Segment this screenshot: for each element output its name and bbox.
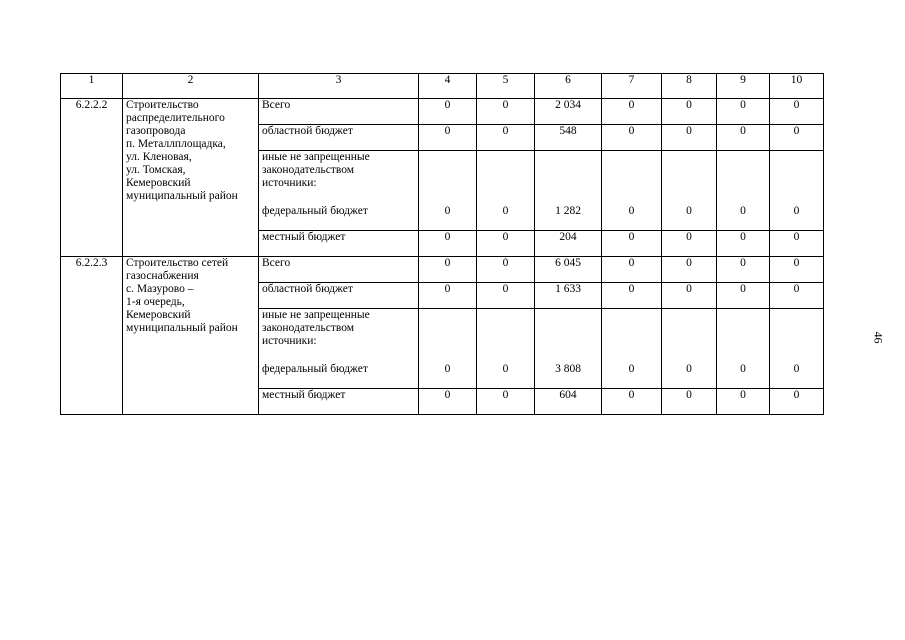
- item-name: Строительство сетей газоснабжения с. Мазурово – 1-я очередь, Кемеровский муниципальный район: [123, 257, 259, 415]
- value-cell: 2 034: [535, 99, 602, 125]
- funding-source: областной бюджет: [259, 125, 419, 151]
- column-header: 2: [123, 74, 259, 99]
- value-cell: 0: [770, 363, 824, 389]
- column-header: 1: [61, 74, 123, 99]
- column-header: 3: [259, 74, 419, 99]
- value-cell: 0: [602, 231, 662, 257]
- value-cell: 0: [717, 99, 770, 125]
- value-cell: 0: [419, 283, 477, 309]
- value-cell: 0: [419, 205, 477, 231]
- value-cell: 0: [770, 205, 824, 231]
- funding-source: Всего: [259, 99, 419, 125]
- value-cell: 0: [770, 283, 824, 309]
- value-cell: 0: [770, 257, 824, 283]
- column-header: 5: [477, 74, 535, 99]
- value-cell: 0: [662, 257, 717, 283]
- value-cell: 0: [419, 99, 477, 125]
- value-cell: 0: [770, 231, 824, 257]
- table-row: [61, 257, 824, 283]
- value-cell: 0: [477, 205, 535, 231]
- value-cell: 1 633: [535, 283, 602, 309]
- value-cell: 0: [477, 363, 535, 389]
- value-cell: 0: [662, 389, 717, 415]
- value-cell: 0: [770, 99, 824, 125]
- value-cell: 0: [770, 389, 824, 415]
- column-header: 9: [717, 74, 770, 99]
- value-cell: 0: [477, 389, 535, 415]
- value-cell: 6 045: [535, 257, 602, 283]
- value-cell: 0: [602, 389, 662, 415]
- funding-source-intro: иные не запрещенные законодательством источники:: [259, 309, 419, 363]
- value-cell: 0: [662, 99, 717, 125]
- value-cell: 0: [602, 99, 662, 125]
- table-row: [61, 99, 824, 125]
- funding-source: местный бюджет: [259, 389, 419, 415]
- value-cell: 0: [662, 125, 717, 151]
- value-cell: 0: [477, 283, 535, 309]
- column-header: 7: [602, 74, 662, 99]
- column-header: 6: [535, 74, 602, 99]
- item-name: Строительство распределительного газопровода п. Металлплощадка, ул. Кленовая, ул. Томская, Кемеровский муниципальный район: [123, 99, 259, 257]
- value-cell: 0: [602, 125, 662, 151]
- funding-source: федеральный бюджет: [259, 363, 419, 389]
- value-cell: 0: [477, 125, 535, 151]
- value-cell: 0: [662, 283, 717, 309]
- value-cell: 0: [717, 125, 770, 151]
- item-code: 6.2.2.2: [61, 99, 123, 257]
- value-cell: 0: [477, 257, 535, 283]
- funding-source: областной бюджет: [259, 283, 419, 309]
- value-cell: 0: [419, 231, 477, 257]
- value-cell: 0: [662, 363, 717, 389]
- page-number: 46: [871, 331, 886, 344]
- value-cell: 0: [602, 363, 662, 389]
- value-cell: 1 282: [535, 205, 602, 231]
- value-cell: 0: [419, 389, 477, 415]
- value-cell: 3 808: [535, 363, 602, 389]
- column-header: 10: [770, 74, 824, 99]
- value-cell: 0: [717, 389, 770, 415]
- value-cell: 0: [662, 231, 717, 257]
- value-cell: 0: [717, 205, 770, 231]
- column-header: 8: [662, 74, 717, 99]
- value-cell: 0: [770, 125, 824, 151]
- value-cell: 0: [477, 231, 535, 257]
- value-cell: 0: [717, 363, 770, 389]
- funding-source: Всего: [259, 257, 419, 283]
- value-cell: 0: [419, 125, 477, 151]
- value-cell: 0: [602, 257, 662, 283]
- value-cell: 0: [662, 205, 717, 231]
- funding-source: местный бюджет: [259, 231, 419, 257]
- funding-source-intro: иные не запрещенные законодательством источники:: [259, 151, 419, 205]
- budget-table: [60, 73, 824, 415]
- item-code: 6.2.2.3: [61, 257, 123, 415]
- value-cell: 0: [419, 257, 477, 283]
- value-cell: 548: [535, 125, 602, 151]
- funding-source: федеральный бюджет: [259, 205, 419, 231]
- column-header: 4: [419, 74, 477, 99]
- value-cell: 0: [477, 99, 535, 125]
- value-cell: 0: [717, 257, 770, 283]
- value-cell: 604: [535, 389, 602, 415]
- value-cell: 0: [717, 231, 770, 257]
- value-cell: 204: [535, 231, 602, 257]
- value-cell: 0: [419, 363, 477, 389]
- value-cell: 0: [717, 283, 770, 309]
- value-cell: 0: [602, 205, 662, 231]
- value-cell: 0: [602, 283, 662, 309]
- table-header-row: [61, 74, 824, 99]
